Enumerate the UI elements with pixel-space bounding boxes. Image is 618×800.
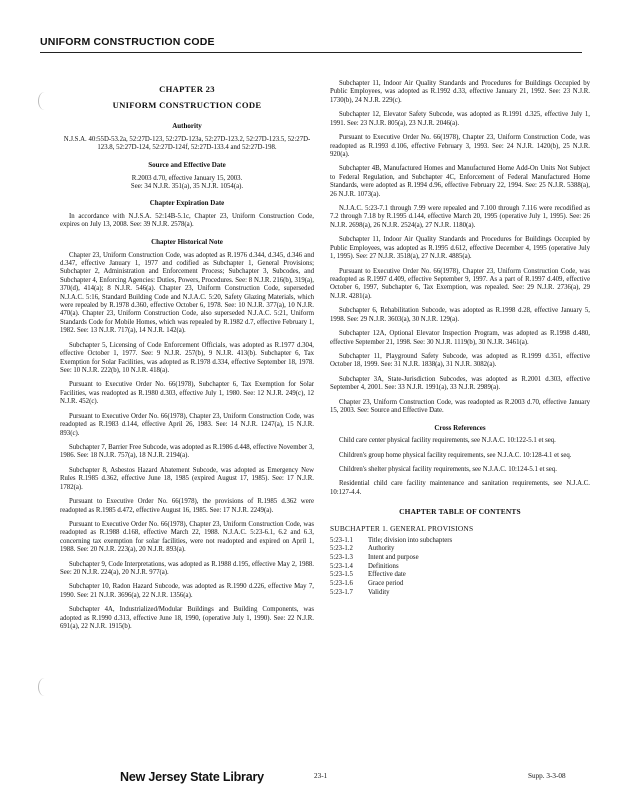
history-paragraph: Pursuant to Executive Order No. 66(1978), Subchapter 6, Tax Exemption for Solar Facilities, was readopted as R.1980 d.303, effective July 1, 1980. See: 12 N.J.R. 249(c), 12 N.J.R. 452(c).	[60, 381, 314, 406]
history-paragraph: Subchapter 5, Licensing of Code Enforcement Officials, was adopted as R.1977 d.304, effective October 1, 1977. See: 9 N.J.R. 257(b), 9 N.J.R. 413(b). Subchapter 6, Tax Exemption for Solar Facilities, was adopted as R.1978 d.334, effective September 18, 1978. See: 10 N.J.R. 222(b), 10 N.J.R. 418(a).	[60, 341, 314, 375]
history-paragraph: Subchapter 7, Barrier Free Subcode, was adopted as R.1986 d.448, effective November 3, 1986. See: 18 N.J.R. 757(a), 18 N.J.R. 2194(a).	[60, 443, 314, 460]
history-paragraph: Pursuant to Executive Order No. 66(1978), the provisions of R.1985 d.362 were readopted as R.1985 d.472, effective August 16, 1985. See: 17 N.J.R. 2249(a).	[60, 498, 314, 514]
toc-section-title: Authority	[368, 545, 395, 553]
binding-mark	[38, 678, 51, 696]
toc-section-title: Effective date	[368, 571, 406, 579]
toc-entry	[330, 545, 590, 554]
authority-heading: Authority	[172, 122, 202, 131]
history-paragraph: Pursuant to Executive Order No. 66(1978), Chapter 23, Uniform Construction Code, was readopted as R.1997 d.409, effective September 9, 1997. As a part of R.1997 d.409, effective October 6, 1997, Subchapter 6, Tax Exemption, was repealed. See: 29 N.J.R. 2736(a), 29 N.J.R. 4281(a).	[330, 267, 590, 300]
source-line: See: 34 N.J.R. 351(a), 35 N.J.R. 1054(a).	[130, 182, 244, 190]
toc-section-number: 5:23-1.5	[330, 571, 353, 579]
history-paragraph: Subchapter 4A, Industrialized/Modular Buildings and Building Components, was adopted as R.1990 d.313, effective June 18, 1990, (operative July 1, 1990). See: 22 N.J.R. 691(a), 22 N.J.R. 1915(b).	[60, 606, 314, 631]
cross-reference: Children's group home physical facility requirements, see N.J.A.C. 10:128-4.1 et seq.	[339, 451, 572, 459]
toc-section-title: Title; division into subchapters	[368, 536, 453, 544]
toc-section-number: 5:23-1.6	[330, 580, 353, 588]
history-paragraph: Pursuant to Executive Order No. 66(1978), Chapter 23, Uniform Construction Code, was readopted as R.1988 d.168, effective March 22, 1988. N.J.A.C. 5:23-6.1, 6.2 and 6.3, concerning tax exemption for solar facilities, were not readopted and expired on April 1, 1988. See: 20 N.J.R. 223(a), 20 N.J.R. 893(a).	[60, 520, 314, 554]
history-paragraph: Chapter 23, Uniform Construction Code, was adopted as R.1976 d.344, d.345, d.346 and d.347, effective January 1, 1977 and codified as Subchapter 1, General Provisions; Subchapter 2, Administration and Enforcement Process; Subchapter 3, Subcodes, and Subchapter 4, Enforcing Agencies: Duties, Powers, Procedures. See: 8 N.J.R. 216(b), 319(a), 370(d), 414(a); 8 N.J.R. 546(a). Chapter 23, Uniform Construction Code, superseded N.J.A.C. 5:16, Standard Building Code and N.J.A.C. 5:20, Safety Glazing Materials, which were repealed by R.1978 d.360, effective October 6, 1978. See: 10 N.J.R. 377(a), 10 N.J.R. 470(a). Chapter 23, Uniform Construction Code, also superseded N.J.A.C. 5:21, Uniform Standards Code for Mobile Homes, which was repealed by R.1982 d.7, effective February 1, 1982. See: 13 N.J.R. 717(a), 14 N.J.R. 142(a).	[60, 251, 314, 335]
history-paragraph: Subchapter 6, Rehabilitation Subcode, was adopted as R.1998 d.28, effective January 5, 1998. See: 29 N.J.R. 3603(a), 30 N.J.R. 129(a).	[330, 307, 590, 323]
chapter-number: CHAPTER 23	[159, 84, 215, 94]
toc-entry	[330, 537, 590, 546]
cross-reference: Child care center physical facility requirements, see N.J.A.C. 10:122-5.1 et seq.	[339, 437, 556, 445]
history-paragraph: Subchapter 11, Indoor Air Quality Standards and Procedures for Buildings Occupied by Public Employees, was adopted as R.1992 d.33, effective January 21, 1992. See: 23 N.J.R. 1730(b), 24 N.J.R. 229(c).	[330, 80, 590, 104]
toc-entry	[330, 589, 590, 598]
toc-section-number: 5:23-1.2	[330, 545, 353, 553]
chapter-title: UNIFORM CONSTRUCTION CODE	[112, 99, 262, 110]
toc-section-number: 5:23-1.7	[330, 588, 353, 596]
toc-section-number: 5:23-1.4	[330, 562, 353, 570]
history-paragraph: Pursuant to Executive Order No. 66(1978), Chapter 23, Uniform Construction Code, was readopted as R.1993 d.106, effective February 3, 1993. See: 24 N.J.R. 1420(b), 25 N.J.R. 920(a).	[330, 134, 590, 158]
toc-section-number: 5:23-1.1	[330, 536, 353, 544]
history-paragraph: Subchapter 12A, Optional Elevator Inspection Program, was adopted as R.1998 d.480, effective September 21, 1998. See: 30 N.J.R. 1119(b), 30 N.J.R. 3461(a).	[330, 330, 590, 346]
toc-subchapter: SUBCHAPTER 1. GENERAL PROVISIONS	[330, 524, 474, 534]
history-paragraph: N.J.A.C. 5:23-7.1 through 7.99 were repealed and 7.100 through 7.116 were recodified as 7.2 through 7.18 by R.1995 d.144, effective March 20, 1995 (operative July 1, 1995). See: 26 N.J.R. 2698(a), 26 N.J.R. 2524(a), 27 N.J.R. 1180(a).	[330, 205, 590, 229]
authority-text: N.J.S.A. 40:55D-53.2a, 52:27D-123, 52:27D-123a, 52:27D-123.2, 52:27D-123.5, 52:27D-123.8, 52:27D-124, 52:27D-124f, 52:27D-133.4 and 52:27D-198.	[63, 135, 311, 152]
history-paragraph: Subchapter 12, Elevator Safety Subcode, was adopted as R.1991 d.325, effective July 1, 1991. See: 23 N.J.R. 805(a), 23 N.J.R. 2046(a).	[330, 111, 590, 127]
toc-section-title: Grace period	[368, 580, 404, 588]
history-paragraph: Chapter 23, Uniform Construction Code, was readopted as R.2003 d.70, effective January 15, 2003. See: Source and Effective Date.	[330, 398, 590, 415]
running-head: UNIFORM CONSTRUCTION CODE	[40, 36, 215, 48]
toc-entry	[330, 563, 590, 572]
cross-reference: Children's shelter physical facility requirements, see N.J.A.C. 10:124-5.1 et seq.	[339, 466, 557, 474]
toc-entry	[330, 554, 590, 563]
cross-references-heading: Cross References	[434, 423, 486, 432]
history-paragraph: Subchapter 8, Asbestos Hazard Abatement Subcode, was adopted as Emergency New Rules R.1985 d.362, effective June 18, 1985 (expired August 17, 1985). See: 17 N.J.R. 1782(a).	[60, 466, 314, 491]
toc-heading: CHAPTER TABLE OF CONTENTS	[399, 507, 521, 517]
supplement-date: Supp. 3-3-08	[528, 772, 566, 780]
source-line: R.2003 d.70, effective January 15, 2003.	[131, 174, 243, 182]
history-paragraph: Subchapter 11, Playground Safety Subcode, was adopted as R.1999 d.351, effective October 18, 1999. See: 31 N.J.R. 1838(a), 31 N.J.R. 3082(a).	[330, 352, 590, 369]
toc-entry	[330, 580, 590, 589]
history-paragraph: Subchapter 9, Code Interpretations, was adopted as R.1988 d.195, effective May 2, 1988. See: 20 N.J.R. 224(a), 20 N.J.R. 977(a).	[60, 560, 314, 577]
history-paragraph: Pursuant to Executive Order No. 66(1978), Chapter 23, Uniform Construction Code, was readopted as R.1983 d.144, effective April 26, 1983. See: 14 N.J.R. 1247(a), 15 N.J.R. 893(c).	[60, 412, 314, 437]
source-heading: Source and Effective Date	[148, 160, 226, 169]
history-paragraph: Subchapter 3A, State-Jurisdiction Subcodes, was adopted as R.2001 d.303, effective September 4, 2001. See: 33 N.J.R. 1991(a), 33 N.J.R. 2989(a).	[330, 375, 590, 392]
page-number: 23-1	[314, 772, 328, 780]
history-paragraph: Subchapter 4B, Manufactured Homes and Manufactured Home Add-On Units Not Subject to Federal Regulation, and Subchapter 4C, Enforcement of Federal Manufactured Home Standards, were adopted as R.1994 d.96, effective February 22, 1994. See: 25 N.J.R. 5388(a), 26 N.J.R. 1073(a).	[330, 165, 590, 198]
toc-entry	[330, 571, 590, 580]
history-paragraph: Subchapter 10, Radon Hazard Subcode, was adopted as R.1990 d.226, effective May 7, 1990. See: 21 N.J.R. 3696(a), 22 N.J.R. 1356(a).	[60, 583, 314, 599]
history-heading: Chapter Historical Note	[151, 237, 223, 246]
cross-reference: Residential child care facility maintenance and sanitation requirements, see N.J.A.C. 10:127-4.4.	[330, 480, 590, 496]
left-column	[60, 84, 314, 638]
binding-mark	[38, 92, 51, 110]
toc-section-title: Intent and purpose	[368, 554, 419, 561]
history-paragraph: Subchapter 11, Indoor Air Quality Standards and Procedures for Buildings Occupied by Public Employees, was adopted as R.1995 d.612, effective December 4, 1995 (operative July 1, 1995). See: 27 N.J.R. 3518(a), 27 N.J.R. 4885(a).	[330, 236, 590, 261]
toc-section-title: Validity	[368, 588, 390, 596]
expiration-heading: Chapter Expiration Date	[149, 199, 225, 208]
toc-section-number: 5:23-1.3	[330, 554, 353, 561]
right-column	[330, 80, 590, 597]
toc-section-title: Definitions	[368, 562, 399, 570]
header-rule	[40, 52, 582, 53]
library-stamp: New Jersey State Library	[120, 770, 264, 784]
expiration-text: In accordance with N.J.S.A. 52:14B-5.1c, Chapter 23, Uniform Construction Code, expires on July 13, 2008. See: 39 N.J.R. 2578(a).	[60, 213, 314, 229]
